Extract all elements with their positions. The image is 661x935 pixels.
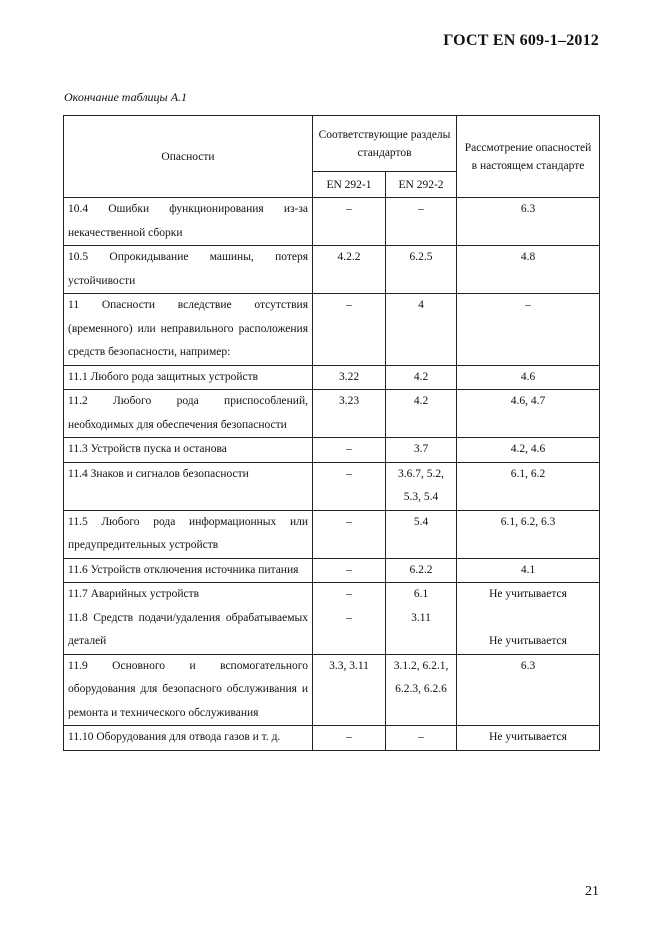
en292-2-cell <box>386 583 457 655</box>
hazard-cell: 11.5 Любого рода информационных или предупредительных устройств <box>64 510 313 558</box>
header-en292-1: EN 292-1 <box>313 172 386 198</box>
table-row <box>64 246 600 294</box>
page-number: 21 <box>585 884 599 899</box>
en292-1-cell: – <box>313 438 386 463</box>
header-relevant-sections: Соответствующие разделы стандартов <box>313 116 457 172</box>
consideration-cell: 4.8 <box>457 246 600 294</box>
consideration-cell: 4.2, 4.6 <box>457 438 600 463</box>
hazard-cell: 11.1 Любого рода защитных устройств <box>64 365 313 390</box>
consideration-cell <box>457 583 600 655</box>
consideration-cell: 4.1 <box>457 558 600 583</box>
consideration-cell: 6.3 <box>457 654 600 726</box>
hazard-cell: 11.9 Основного и вспомогательного оборудования для безопасного обслуживания и ремонта и технического обслуживания <box>64 654 313 726</box>
hazard-cell: 11.4 Знаков и сигналов безопасности <box>64 462 313 510</box>
en292-2-cell: 5.4 <box>386 510 457 558</box>
table-row <box>64 390 600 438</box>
en292-2-cell: 4.2 <box>386 365 457 390</box>
table-row <box>64 294 600 366</box>
en292-1-cell: 3.3, 3.11 <box>313 654 386 726</box>
hazard-item: 11.7 Аварийных устройств <box>68 588 200 600</box>
en292-2-cell: 4.2 <box>386 390 457 438</box>
consideration-value: Не учитывается <box>489 635 567 647</box>
hazard-cell: 10.4 Ошибки функционирования из-за некачественной сборки <box>64 198 313 246</box>
en292-2-cell: 6.2.5 <box>386 246 457 294</box>
en292-1-value: – <box>346 611 352 624</box>
consideration-cell: – <box>457 294 600 366</box>
en292-1-cell: 3.23 <box>313 390 386 438</box>
hazard-cell: 11.6 Устройств отключения источника питания <box>64 558 313 583</box>
table-row <box>64 438 600 463</box>
header-en292-2: EN 292-2 <box>386 172 457 198</box>
table-row <box>64 558 600 583</box>
hazard-item: 11.8 Средств подачи/удаления обрабатываемых деталей <box>68 611 308 647</box>
en292-1-cell: – <box>313 726 386 751</box>
en292-2-cell: 6.2.2 <box>386 558 457 583</box>
table-caption: Окончание таблицы А.1 <box>64 90 188 104</box>
en292-2-cell: – <box>386 726 457 751</box>
consideration-cell: Не учитывается <box>457 726 600 751</box>
table-row <box>64 726 600 751</box>
en292-1-cell: – <box>313 558 386 583</box>
en292-2-cell: 3.7 <box>386 438 457 463</box>
en292-1-cell: – <box>313 510 386 558</box>
hazard-cell <box>64 583 313 655</box>
table-row <box>64 365 600 390</box>
consideration-cell: 6.1, 6.2 <box>457 462 600 510</box>
en292-2-cell: – <box>386 198 457 246</box>
consideration-value: Не учитывается <box>489 588 567 600</box>
consideration-cell: 6.3 <box>457 198 600 246</box>
hazard-cell: 11.2 Любого рода приспособлений, необходимых для обеспечения безопасности <box>64 390 313 438</box>
table-row <box>64 654 600 726</box>
en292-1-cell: – <box>313 294 386 366</box>
en292-1-cell: 3.22 <box>313 365 386 390</box>
en292-1-cell: – <box>313 198 386 246</box>
hazard-cell: 11 Опасности вследствие отсутствия (временного) или неправильного расположения средств безопасности, например: <box>64 294 313 366</box>
en292-2-cell: 3.1.2, 6.2.1, 6.2.3, 6.2.6 <box>386 654 457 726</box>
en292-1-cell: – <box>313 462 386 510</box>
hazards-table <box>63 115 600 751</box>
en292-1-value: – <box>346 588 352 600</box>
en292-1-cell: 4.2.2 <box>313 246 386 294</box>
document-code: ГОСТ EN 609-1–2012 <box>443 32 599 49</box>
consideration-cell: 4.6 <box>457 365 600 390</box>
header-hazards: Опасности <box>64 116 313 198</box>
consideration-cell: 4.6, 4.7 <box>457 390 600 438</box>
table-row <box>64 510 600 558</box>
hazard-cell: 11.10 Оборудования для отвода газов и т. д. <box>64 726 313 751</box>
hazard-cell: 10.5 Опрокидывание машины, потеря устойчивости <box>64 246 313 294</box>
header-consideration: Рассмотрение опасностей в настоящем стандарте <box>457 116 600 198</box>
hazard-cell: 11.3 Устройств пуска и останова <box>64 438 313 463</box>
en292-2-cell: 3.6.7, 5.2, 5.3, 5.4 <box>386 462 457 510</box>
table-row <box>64 462 600 510</box>
en292-2-value: 3.11 <box>411 611 431 624</box>
en292-1-cell <box>313 583 386 655</box>
en292-2-cell: 4 <box>386 294 457 366</box>
consideration-cell: 6.1, 6.2, 6.3 <box>457 510 600 558</box>
table-row <box>64 198 600 246</box>
table-row <box>64 583 600 655</box>
en292-2-value: 6.1 <box>413 588 429 600</box>
